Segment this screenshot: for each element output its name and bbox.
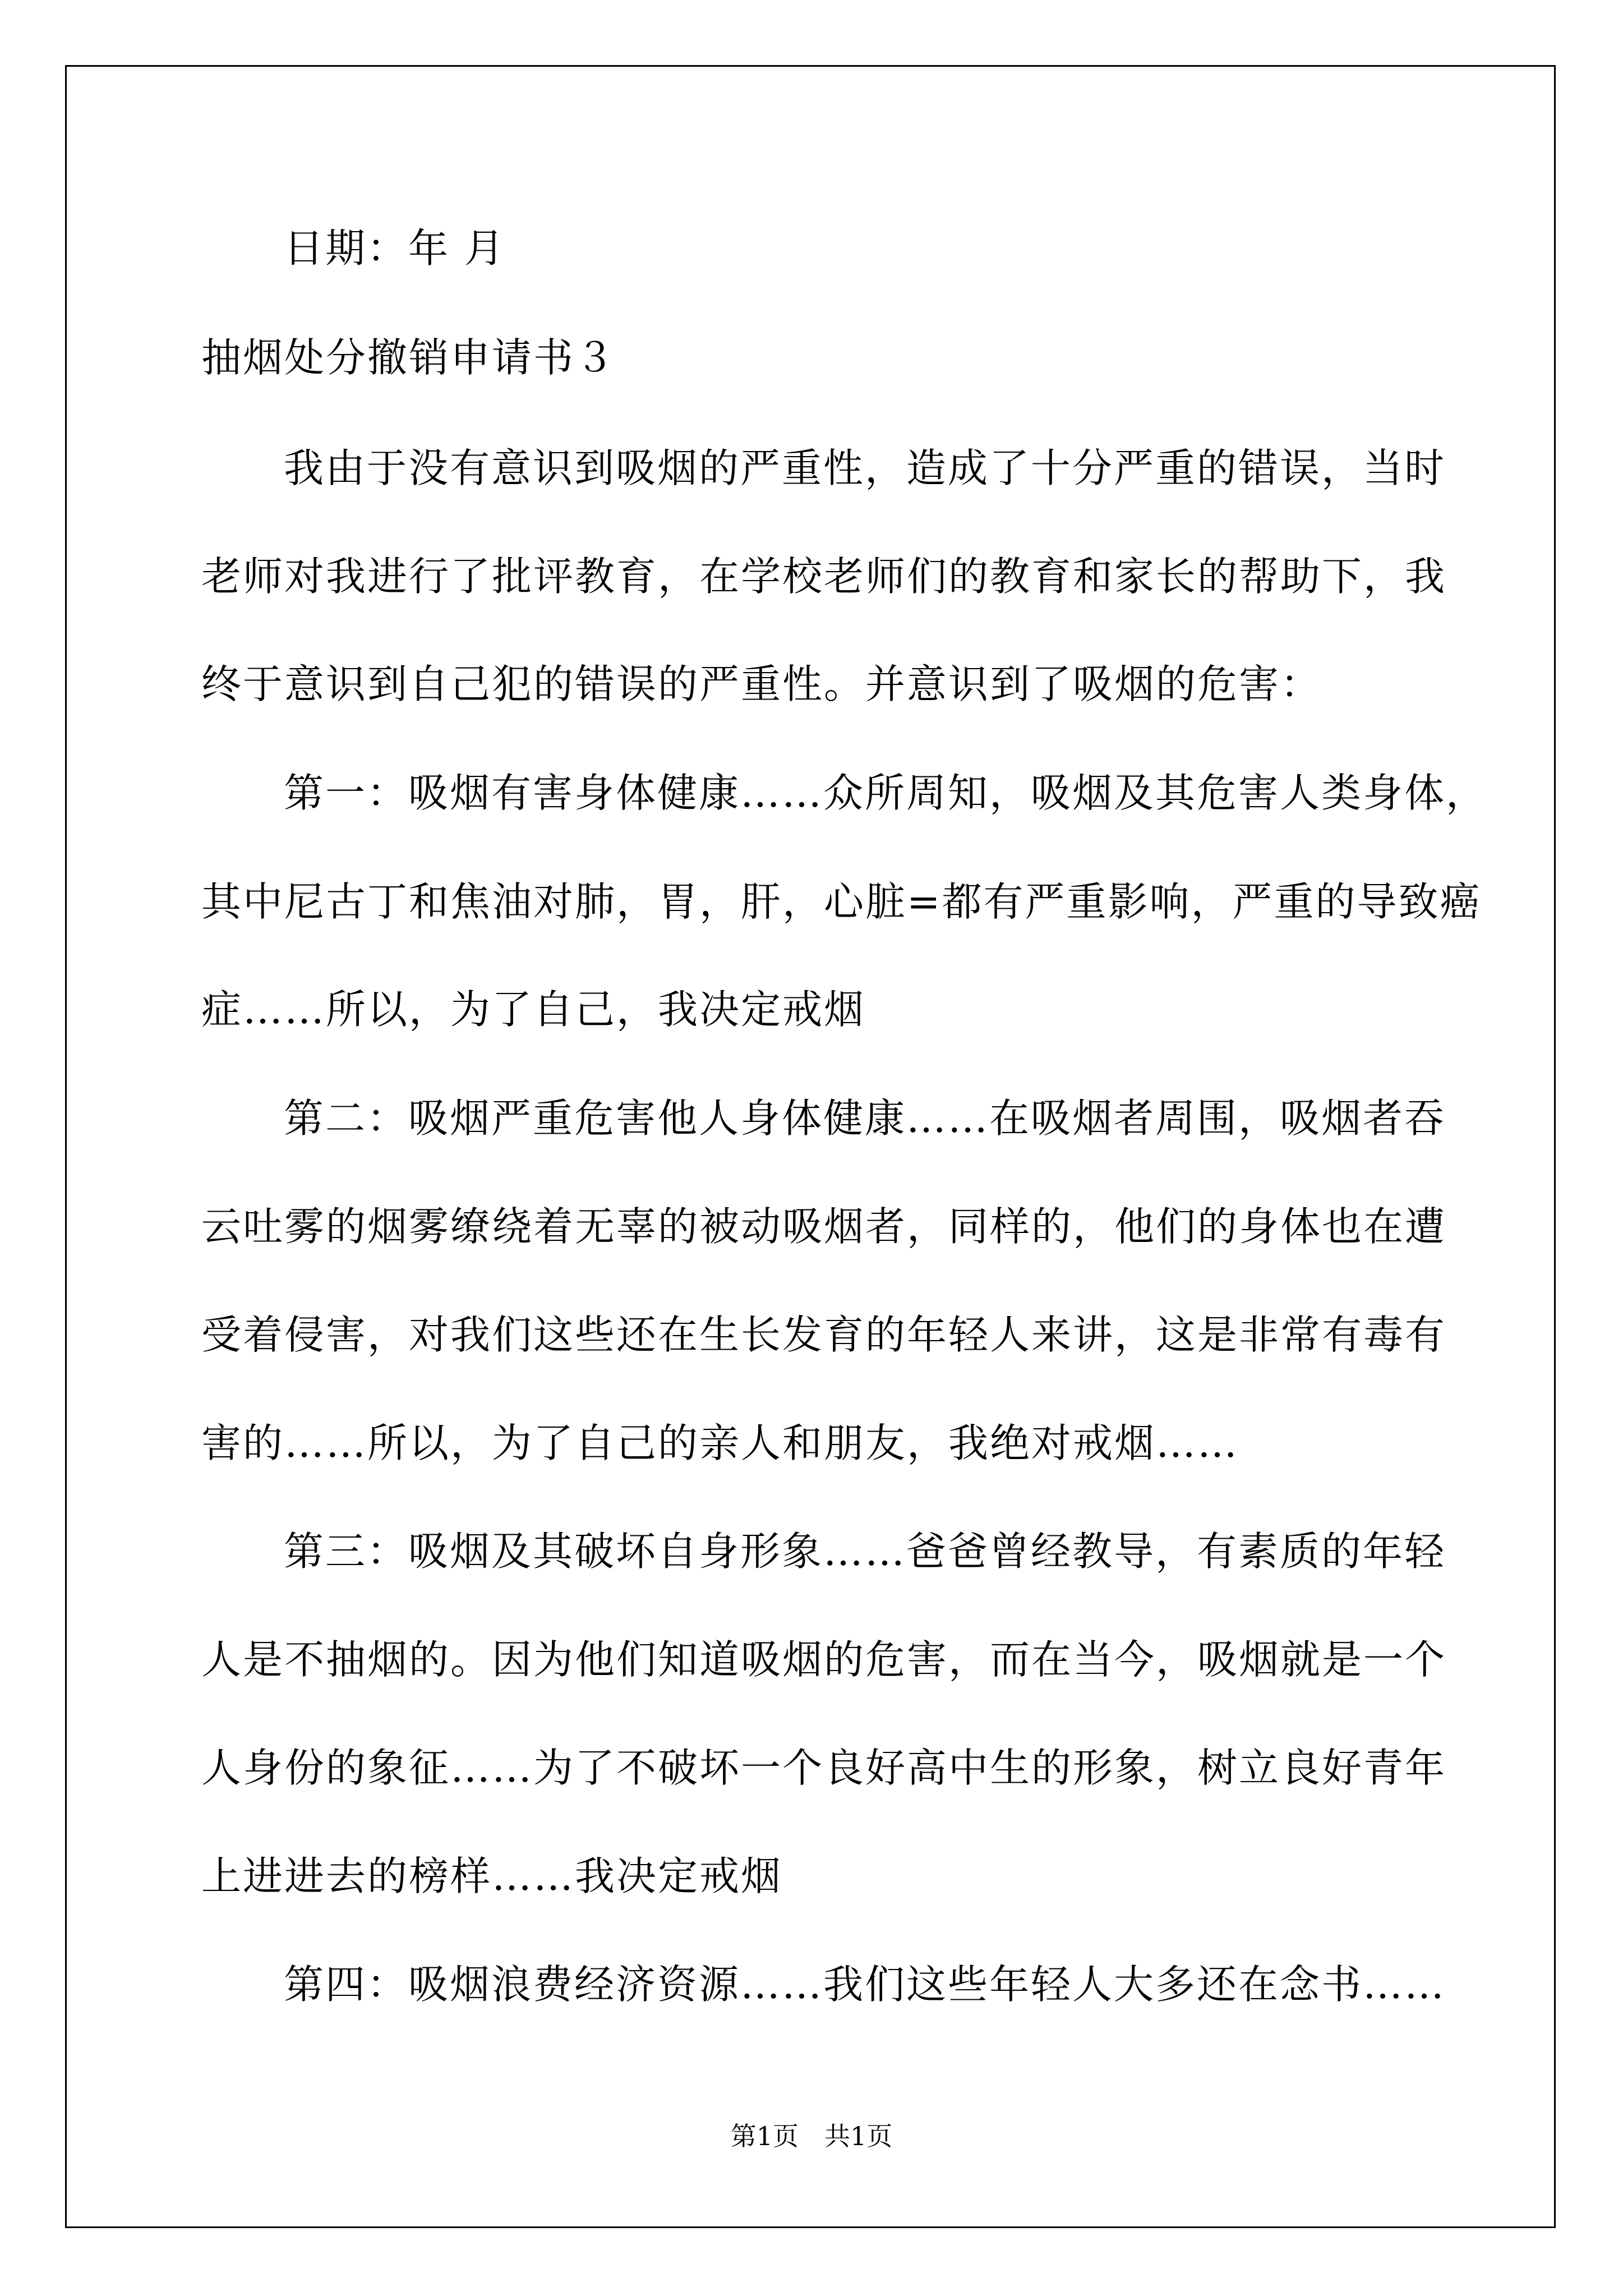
document-title: 抽烟处分撤销申请书３ xyxy=(201,334,617,381)
page-border xyxy=(65,65,1556,2228)
body-line-14: 上进进去的榜样……我决定戒烟 xyxy=(201,1853,783,1899)
body-line-7: 第二：吸烟严重危害他人身体健康……在吸烟者周围，吸烟者吞 xyxy=(284,1095,1446,1142)
body-line-5: 其中尼古丁和焦油对肺，胃，肝，心脏=都有严重影响，严重的导致癌 xyxy=(201,878,1482,925)
date-line: 日期：年 月 xyxy=(284,225,506,272)
body-line-11: 第三：吸烟及其破坏自身形象……爸爸曾经教导，有素质的年轻 xyxy=(284,1528,1446,1575)
body-line-15: 第四：吸烟浪费经济资源……我们这些年轻人大多还在念书…… xyxy=(284,1961,1446,2008)
body-line-1: 我由于没有意识到吸烟的严重性，造成了十分严重的错误，当时 xyxy=(284,445,1446,491)
body-line-9: 受着侵害，对我们这些还在生长发育的年轻人来讲，这是非常有毒有 xyxy=(201,1312,1447,1358)
body-line-2: 老师对我进行了批评教育，在学校老师们的教育和家长的帮助下，我 xyxy=(201,553,1447,600)
body-line-12: 人是不抽烟的。因为他们知道吸烟的危害，而在当今，吸烟就是一个 xyxy=(201,1636,1447,1683)
body-line-8: 云吐雾的烟雾缭绕着无辜的被动吸烟者，同样的，他们的身体也在遭 xyxy=(201,1203,1447,1250)
body-line-3: 终于意识到自己犯的错误的严重性。并意识到了吸烟的危害： xyxy=(201,661,1322,707)
body-line-6: 症……所以，为了自己，我决定戒烟 xyxy=(201,986,866,1033)
body-line-4: 第一：吸烟有害身体健康……众所周知，吸烟及其危害人类身体， xyxy=(284,770,1488,816)
body-line-10: 害的……所以，为了自己的亲人和朋友，我绝对戒烟…… xyxy=(201,1420,1239,1466)
page-footer: 第1页 共1页 xyxy=(730,2121,893,2151)
body-line-13: 人身份的象征……为了不破坏一个良好高中生的形象，树立良好青年 xyxy=(201,1745,1447,1791)
